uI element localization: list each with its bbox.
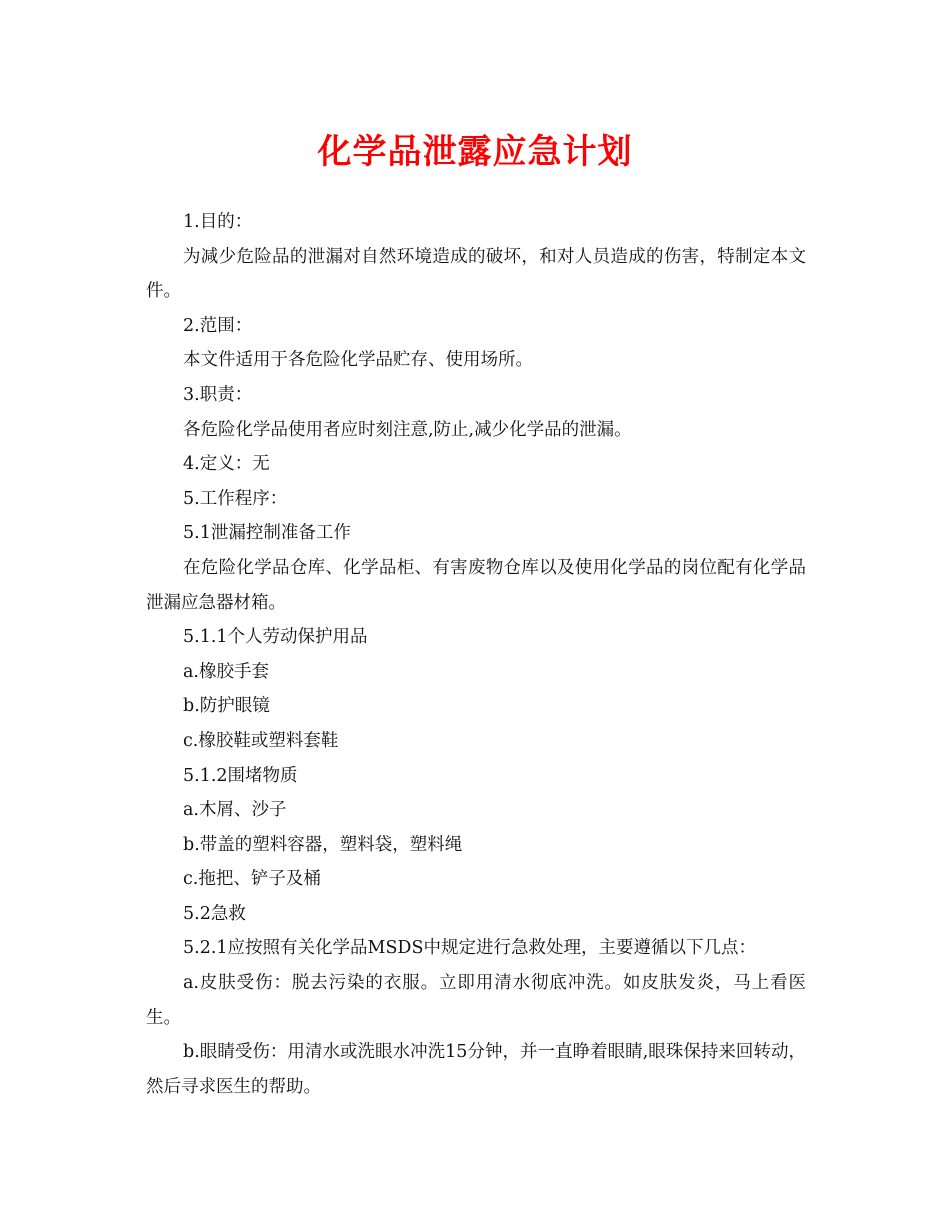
paragraph-14: c.橡胶鞋或塑料套鞋 (183, 730, 339, 751)
paragraph-1: 1.目的： (183, 212, 253, 232)
paragraph-7: 4.定义：无 (183, 454, 270, 475)
paragraph-17: b.带盖的塑料容器，塑料袋，塑料绳 (183, 834, 463, 855)
paragraph-16: a.木屑、沙子 (183, 800, 287, 821)
paragraph-4: 本文件适用于各危险化学品贮存、使用场所。 (183, 350, 533, 371)
paragraph-3: 2.范围： (183, 315, 253, 336)
document-title: 化学品泄露应急计划 (317, 132, 633, 172)
paragraph-11: 5.1.1个人劳动保护用品 (183, 627, 368, 648)
paragraph-22: b.眼睛受伤：用清水或洗眼水冲洗15分钟，并一直睁着眼睛,眼珠保持来回转动，然后寻求医生的帮助。 (146, 1042, 806, 1097)
paragraph-5: 3.职责： (183, 384, 253, 405)
paragraph-9: 5.1泄漏控制准备工作 (183, 523, 351, 544)
document-body (146, 205, 806, 1104)
paragraph-15: 5.1.2围堵物质 (183, 765, 298, 786)
paragraph-6: 各危险化学品使用者应时刻注意,防止,减少化学品的泄漏。 (183, 419, 632, 440)
paragraph-10: 在危险化学品仓库、化学品柜、有害废物仓库以及使用化学品的岗位配有化学品泄漏应急器材箱。 (146, 557, 806, 613)
paragraph-12: a.橡胶手套 (183, 661, 269, 682)
paragraph-21: a.皮肤受伤：脱去污染的衣服。立即用清水彻底冲洗。如皮肤发炎，马上看医生。 (146, 973, 806, 1028)
paragraph-13: b.防护眼镜 (183, 696, 270, 717)
paragraph-18: c.拖把、铲子及桶 (183, 869, 321, 890)
paragraph-2: 为减少危险品的泄漏对自然环境造成的破坏，和对人员造成的伤害，特制定本文件。 (146, 246, 806, 302)
paragraph-20: 5.2.1应按照有关化学品MSDS中规定进行急救处理，主要遵循以下几点： (183, 938, 756, 959)
paragraph-8: 5.工作程序： (183, 488, 288, 509)
paragraph-19: 5.2急救 (183, 903, 246, 924)
